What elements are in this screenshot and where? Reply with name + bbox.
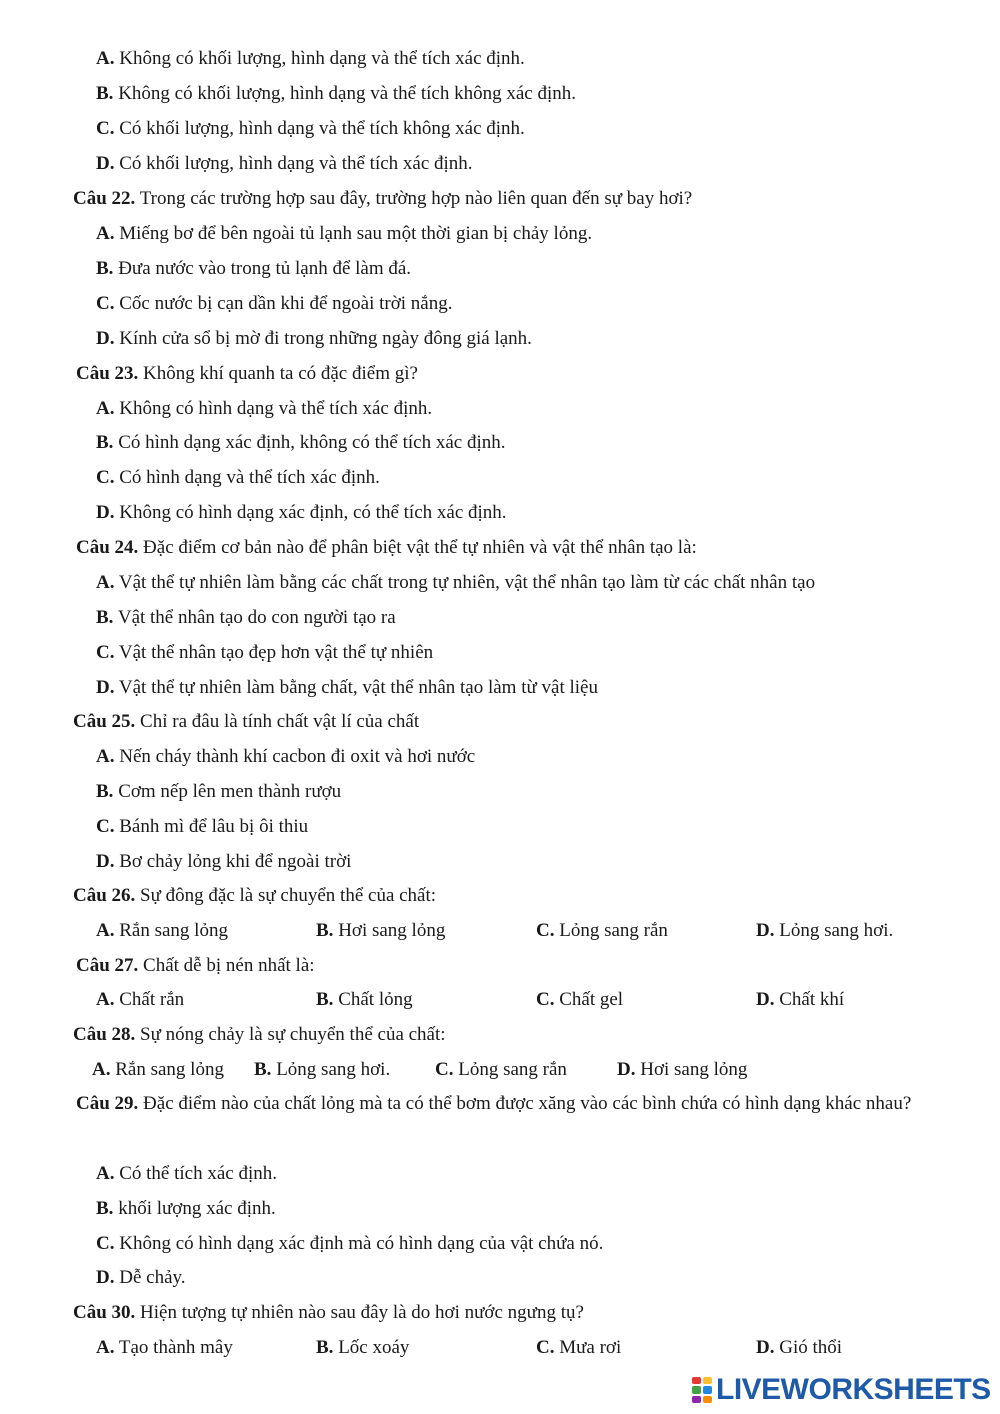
q26-option-a-text: Rắn sang lỏng xyxy=(114,920,228,941)
q21-option-a xyxy=(96,47,525,71)
q23-option-b xyxy=(96,431,506,455)
q28-option-a-text: Rắn sang lỏng xyxy=(110,1059,224,1080)
q24-question xyxy=(76,536,697,560)
q29-option-d xyxy=(96,1266,186,1290)
q26-option-c-text: Lỏng sang rắn xyxy=(554,920,668,941)
q26-option-b-key: B. xyxy=(316,920,334,941)
q25-option-c-text: Bánh mì để lâu bị ôi thiu xyxy=(114,816,309,837)
q26-option-d-text: Lỏng sang hơi. xyxy=(774,920,894,941)
q22-option-d-text: Kính cửa sổ bị mờ đi trong những ngày đông giá lạnh. xyxy=(114,328,532,349)
q24-option-d-text: Vật thể tự nhiên làm bằng chất, vật thể nhân tạo làm từ vật liệu xyxy=(114,677,598,698)
logo-square-1 xyxy=(692,1377,701,1384)
q29-option-d-text: Dễ chảy. xyxy=(114,1267,186,1288)
q23-option-c xyxy=(96,466,380,490)
q30-label: Câu 30. xyxy=(73,1302,136,1323)
q22-label: Câu 22. xyxy=(73,188,136,209)
q30-options xyxy=(0,1336,1000,1360)
q27-option-b-text: Chất lỏng xyxy=(333,989,413,1010)
q27-question xyxy=(76,954,315,978)
q30-option-c xyxy=(536,1336,621,1360)
liveworksheets-wordmark: LIVEWORKSHEETS xyxy=(716,1373,991,1406)
q28-option-d xyxy=(617,1058,747,1082)
q28-option-d-text: Hơi sang lỏng xyxy=(635,1059,748,1080)
q30-option-a-key: A. xyxy=(96,1337,115,1358)
q28-option-a-key: A. xyxy=(92,1059,111,1080)
q26-text: Sự đông đặc là sự chuyển thể của chất: xyxy=(135,885,437,906)
q24-option-a-text: Vật thể tự nhiên làm bằng các chất trong tự nhiên, vật thể nhân tạo làm từ các chất nhân tạo xyxy=(114,572,816,593)
q22-option-b-text: Đưa nước vào trong tủ lạnh để làm đá. xyxy=(113,258,412,279)
q26-option-d xyxy=(756,919,893,943)
q30-option-b xyxy=(316,1336,409,1360)
q24-text: Đặc điểm cơ bản nào để phân biệt vật thể tự nhiên và vật thể nhân tạo là: xyxy=(138,537,697,558)
q30-text: Hiện tượng tự nhiên nào sau đây là do hơi nước ngưng tụ? xyxy=(135,1302,584,1323)
q29-option-a-text: Có thể tích xác định. xyxy=(114,1163,278,1184)
q27-text: Chất dễ bị nén nhất là: xyxy=(138,955,315,976)
q22-question xyxy=(73,187,692,211)
q30-option-a-text: Tạo thành mây xyxy=(114,1337,233,1358)
q25-text: Chỉ ra đâu là tính chất vật lí của chất xyxy=(135,711,420,732)
q30-option-b-key: B. xyxy=(316,1337,334,1358)
q23-option-c-key: C. xyxy=(96,467,115,488)
q25-option-b-key: B. xyxy=(96,781,114,802)
q24-option-d xyxy=(96,676,598,700)
q24-option-a xyxy=(96,571,815,595)
logo-square-6 xyxy=(703,1396,712,1403)
q23-option-b-text: Có hình dạng xác định, không có thể tích xác định. xyxy=(113,432,506,453)
liveworksheets-watermark xyxy=(692,1372,991,1408)
q29-option-a-key: A. xyxy=(96,1163,115,1184)
q26-option-c-key: C. xyxy=(536,920,555,941)
q24-option-b-text: Vật thể nhân tạo do con người tạo ra xyxy=(113,607,396,628)
q22-option-c xyxy=(96,292,453,316)
liveworksheets-logo-icon xyxy=(692,1377,712,1403)
q28-option-b-text: Lỏng sang hơi. xyxy=(271,1059,391,1080)
q27-option-c xyxy=(536,988,623,1012)
q27-option-a-key: A. xyxy=(96,989,115,1010)
q23-option-d-key: D. xyxy=(96,502,115,523)
q29-option-b-text: khối lượng xác định. xyxy=(113,1198,276,1219)
q21-option-c-text: Có khối lượng, hình dạng và thể tích không xác định. xyxy=(114,118,525,139)
logo-square-2 xyxy=(703,1377,712,1384)
q25-option-b xyxy=(96,780,341,804)
logo-square-3 xyxy=(692,1386,701,1393)
q30-option-d-key: D. xyxy=(756,1337,775,1358)
q27-option-d xyxy=(756,988,844,1012)
q26-options xyxy=(0,919,1000,943)
q22-option-c-text: Cốc nước bị cạn dần khi để ngoài trời nắng. xyxy=(114,293,453,314)
q25-option-a-key: A. xyxy=(96,746,115,767)
q29-question xyxy=(76,1086,948,1121)
q22-option-a xyxy=(96,222,592,246)
q25-option-c-key: C. xyxy=(96,816,115,837)
q28-text: Sự nóng chảy là sự chuyển thể của chất: xyxy=(135,1024,446,1045)
q23-question xyxy=(76,362,418,386)
q30-option-a xyxy=(96,1336,233,1360)
q22-option-d xyxy=(96,327,532,351)
q22-text: Trong các trường hợp sau đây, trường hợp nào liên quan đến sự bay hơi? xyxy=(135,188,693,209)
q26-option-a-key: A. xyxy=(96,920,115,941)
q24-option-b xyxy=(96,606,396,630)
q23-option-a-text: Không có hình dạng và thể tích xác định. xyxy=(114,398,433,419)
q29-text: Đặc điểm nào của chất lỏng mà ta có thể bơm được xăng vào các bình chứa có hình dạng khác nhau? xyxy=(138,1093,912,1114)
q21-option-a-text: Không có khối lượng, hình dạng và thể tích xác định. xyxy=(114,48,525,69)
q26-label: Câu 26. xyxy=(73,885,136,906)
q28-option-d-key: D. xyxy=(617,1059,636,1080)
q21-option-d xyxy=(96,152,473,176)
q21-option-b-key: B. xyxy=(96,83,114,104)
q24-option-d-key: D. xyxy=(96,677,115,698)
q22-option-c-key: C. xyxy=(96,293,115,314)
q21-option-d-text: Có khối lượng, hình dạng và thể tích xác định. xyxy=(114,153,473,174)
q28-option-b-key: B. xyxy=(254,1059,272,1080)
q26-question xyxy=(73,884,436,908)
q23-label: Câu 23. xyxy=(76,363,139,384)
q28-option-b xyxy=(254,1058,390,1082)
q29-option-d-key: D. xyxy=(96,1267,115,1288)
q23-option-a xyxy=(96,397,432,421)
q30-option-c-key: C. xyxy=(536,1337,555,1358)
q25-option-c xyxy=(96,815,308,839)
q27-option-b xyxy=(316,988,413,1012)
q28-option-c-key: C. xyxy=(435,1059,454,1080)
q29-option-c xyxy=(96,1232,603,1256)
q25-option-b-text: Cơm nếp lên men thành rượu xyxy=(113,781,342,802)
q25-question xyxy=(73,710,419,734)
q23-option-d-text: Không có hình dạng xác định, có thể tích xác định. xyxy=(114,502,507,523)
q29-label: Câu 29. xyxy=(76,1093,139,1114)
q21-option-b xyxy=(96,82,576,106)
q27-option-b-key: B. xyxy=(316,989,334,1010)
q27-options xyxy=(0,988,1000,1012)
q26-option-d-key: D. xyxy=(756,920,775,941)
q30-option-c-text: Mưa rơi xyxy=(554,1337,622,1358)
q24-option-a-key: A. xyxy=(96,572,115,593)
q30-option-b-text: Lốc xoáy xyxy=(333,1337,410,1358)
q27-option-a-text: Chất rắn xyxy=(114,989,185,1010)
q25-option-a-text: Nến cháy thành khí cacbon đi oxit và hơi nước xyxy=(114,746,476,767)
q21-option-c-key: C. xyxy=(96,118,115,139)
q26-option-b-text: Hơi sang lỏng xyxy=(333,920,446,941)
q28-option-c-text: Lỏng sang rắn xyxy=(453,1059,567,1080)
q21-option-d-key: D. xyxy=(96,153,115,174)
q23-option-a-key: A. xyxy=(96,398,115,419)
q30-option-d-text: Gió thổi xyxy=(774,1337,843,1358)
q25-option-d xyxy=(96,850,351,874)
q24-option-c-text: Vật thể nhân tạo đẹp hơn vật thể tự nhiên xyxy=(114,642,434,663)
q29-option-b-key: B. xyxy=(96,1198,114,1219)
q24-option-c xyxy=(96,641,433,665)
q22-option-a-key: A. xyxy=(96,223,115,244)
q21-option-b-text: Không có khối lượng, hình dạng và thể tích không xác định. xyxy=(113,83,576,104)
q28-question xyxy=(73,1023,446,1047)
logo-square-4 xyxy=(703,1386,712,1393)
q27-option-d-key: D. xyxy=(756,989,775,1010)
q22-option-d-key: D. xyxy=(96,328,115,349)
q21-option-a-key: A. xyxy=(96,48,115,69)
q28-label: Câu 28. xyxy=(73,1024,136,1045)
q24-option-c-key: C. xyxy=(96,642,115,663)
q28-option-a xyxy=(92,1058,224,1082)
q23-option-c-text: Có hình dạng và thể tích xác định. xyxy=(114,467,380,488)
q26-option-a xyxy=(96,919,228,943)
q27-option-c-key: C. xyxy=(536,989,555,1010)
q27-label: Câu 27. xyxy=(76,955,139,976)
q26-option-b xyxy=(316,919,445,943)
q30-question xyxy=(73,1301,584,1325)
q21-option-c xyxy=(96,117,525,141)
q23-text: Không khí quanh ta có đặc điểm gì? xyxy=(138,363,418,384)
q23-option-b-key: B. xyxy=(96,432,114,453)
q29-option-c-text: Không có hình dạng xác định mà có hình dạng của vật chứa nó. xyxy=(114,1233,604,1254)
q29-option-c-key: C. xyxy=(96,1233,115,1254)
q28-option-c xyxy=(435,1058,567,1082)
logo-square-5 xyxy=(692,1396,701,1403)
q25-option-d-key: D. xyxy=(96,851,115,872)
q29-option-a xyxy=(96,1162,277,1186)
q30-option-d xyxy=(756,1336,842,1360)
q27-option-c-text: Chất gel xyxy=(554,989,624,1010)
q29-option-b xyxy=(96,1197,276,1221)
q24-option-b-key: B. xyxy=(96,607,114,628)
q22-option-a-text: Miếng bơ để bên ngoài tủ lạnh sau một thời gian bị chảy lỏng. xyxy=(114,223,593,244)
q23-option-d xyxy=(96,501,507,525)
q27-option-a xyxy=(96,988,184,1012)
q22-option-b xyxy=(96,257,411,281)
q25-option-a xyxy=(96,745,475,769)
q24-label: Câu 24. xyxy=(76,537,139,558)
q27-option-d-text: Chất khí xyxy=(774,989,845,1010)
q25-label: Câu 25. xyxy=(73,711,136,732)
q28-options xyxy=(0,1058,1000,1082)
q26-option-c xyxy=(536,919,668,943)
q25-option-d-text: Bơ chảy lỏng khi để ngoài trời xyxy=(114,851,352,872)
q22-option-b-key: B. xyxy=(96,258,114,279)
